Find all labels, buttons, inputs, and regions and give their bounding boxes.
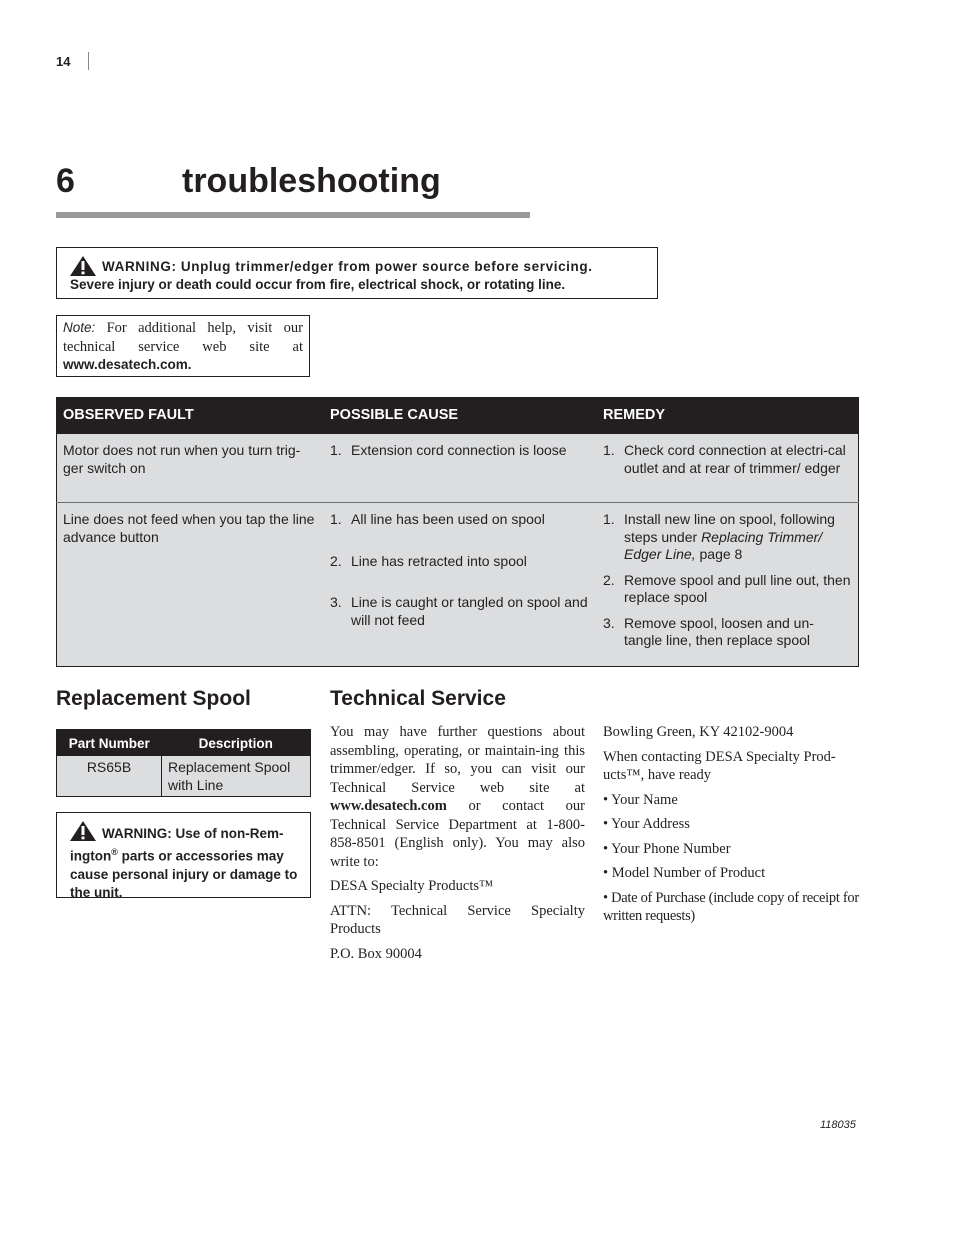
- list-item: • Your Address: [603, 816, 690, 832]
- cause-text: Line has retracted into spool: [351, 552, 527, 569]
- paragraph-text: You may have further questions about assembling, operating, or maintain-ing this trimmer/edger. If so, you can visit our Technical Service web site at: [330, 724, 585, 796]
- chapter-number: 6: [56, 162, 75, 200]
- list-item: • Date of Purchase (include copy of receipt for written requests): [603, 889, 859, 924]
- warning-triangle-icon: [70, 256, 96, 276]
- cause-text: All line has been used on spool: [351, 511, 545, 527]
- page-number-divider: [88, 52, 89, 70]
- cause-number: 1.: [330, 442, 342, 458]
- remedy-cell: [597, 503, 859, 667]
- header-description: Description: [162, 730, 311, 757]
- remedy-cell: [597, 434, 859, 503]
- header-possible-cause: POSSIBLE CAUSE: [324, 398, 597, 435]
- note-box: [56, 315, 310, 377]
- fault-cell: Motor does not run when you turn trig-ger switch on: [57, 434, 325, 503]
- warning-triangle-icon: [70, 821, 96, 841]
- cause-text: Line is caught or tangled on spool and will not feed: [351, 594, 588, 628]
- paragraph-text: or contact our Technical Service Department at 1-800-858-8501 (English only). You may also write to:: [330, 798, 585, 870]
- remedy-number: 2.: [603, 571, 615, 588]
- remedy-number: 3.: [603, 614, 615, 631]
- remedy-text: Remove spool, loosen and un-tangle line, then replace spool: [624, 614, 814, 648]
- warning-text-line1: WARNING: Unplug trimmer/edger from power source before servicing.: [102, 258, 593, 274]
- remedy-text: Remove spool and pull line out, then replace spool: [624, 571, 851, 605]
- list-item: • Your Phone Number: [603, 840, 731, 857]
- document-code: 118035: [820, 1119, 856, 1131]
- note-url: www.desatech.com.: [63, 357, 192, 372]
- warning-box-parts: [56, 812, 311, 898]
- troubleshooting-table: [56, 397, 859, 667]
- technical-service-paragraph: [330, 723, 585, 871]
- remedy-text: [624, 511, 852, 564]
- replacement-spool-heading: Replacement Spool: [56, 687, 251, 710]
- title-rule: [56, 212, 530, 218]
- description-cell: Replacement Spool with Line: [162, 756, 311, 797]
- address-line: P.O. Box 90004: [330, 945, 422, 962]
- contact-instructions: When contacting DESA Specialty Prod-ucts™, have ready: [603, 748, 836, 783]
- warning-parts-text-b: parts or accessories may cause personal injury or damage to the unit.: [70, 848, 298, 900]
- header-part-number: Part Number: [57, 730, 162, 757]
- replacement-spool-table: [56, 729, 311, 797]
- fault-cell: Line does not feed when you tap the line advance button: [57, 503, 325, 667]
- page-number: 14: [56, 54, 71, 69]
- remedy-text-main: Install new line on spool, following steps under: [624, 511, 835, 545]
- note-text: For additional help, visit our technical service web site at: [63, 320, 303, 355]
- warning-text-line2: Severe injury or death could occur from fire, electrical shock, or rotating line.: [70, 277, 566, 292]
- remedy-number: 1.: [603, 511, 615, 527]
- header-observed-fault: OBSERVED FAULT: [57, 398, 325, 435]
- chapter-title: troubleshooting: [182, 162, 441, 200]
- remedy-text-reference: Replacing Trimmer/ Edger Line,: [624, 528, 823, 562]
- registered-mark: ®: [111, 847, 118, 857]
- remedy-number: 1.: [603, 442, 615, 458]
- remedy-text: Check cord connection at electri-cal outlet and at rear of trimmer/ edger: [624, 442, 846, 476]
- header-remedy: REMEDY: [597, 398, 859, 435]
- cause-number: 2.: [330, 552, 342, 569]
- part-number-cell: RS65B: [57, 756, 162, 797]
- cause-cell: [324, 503, 597, 667]
- warning-parts-text-a: WARNING: Use of non-Rem-ington: [70, 826, 284, 864]
- cause-cell: [324, 434, 597, 503]
- address-line: DESA Specialty Products™: [330, 878, 494, 894]
- address-line: ATTN: Technical Service Specialty Products: [330, 902, 585, 937]
- address-line: Bowling Green, KY 42102-9004: [603, 724, 794, 740]
- cause-number: 3.: [330, 594, 342, 610]
- note-label: Note:: [63, 320, 96, 335]
- technical-service-column-1: [330, 723, 585, 969]
- list-item: • Your Name: [603, 791, 678, 808]
- table-row: [57, 756, 311, 797]
- technical-service-heading: Technical Service: [330, 687, 506, 710]
- cause-number: 1.: [330, 511, 342, 527]
- cause-text: Extension cord connection is loose: [351, 442, 567, 458]
- website-link[interactable]: www.desatech.com: [330, 798, 447, 814]
- table-row: [57, 434, 859, 503]
- list-item: • Model Number of Product: [603, 865, 766, 881]
- warning-box-unplug: [56, 247, 658, 299]
- technical-service-column-2: [603, 723, 859, 932]
- remedy-text-page: page 8: [695, 546, 743, 562]
- table-row: [57, 503, 859, 667]
